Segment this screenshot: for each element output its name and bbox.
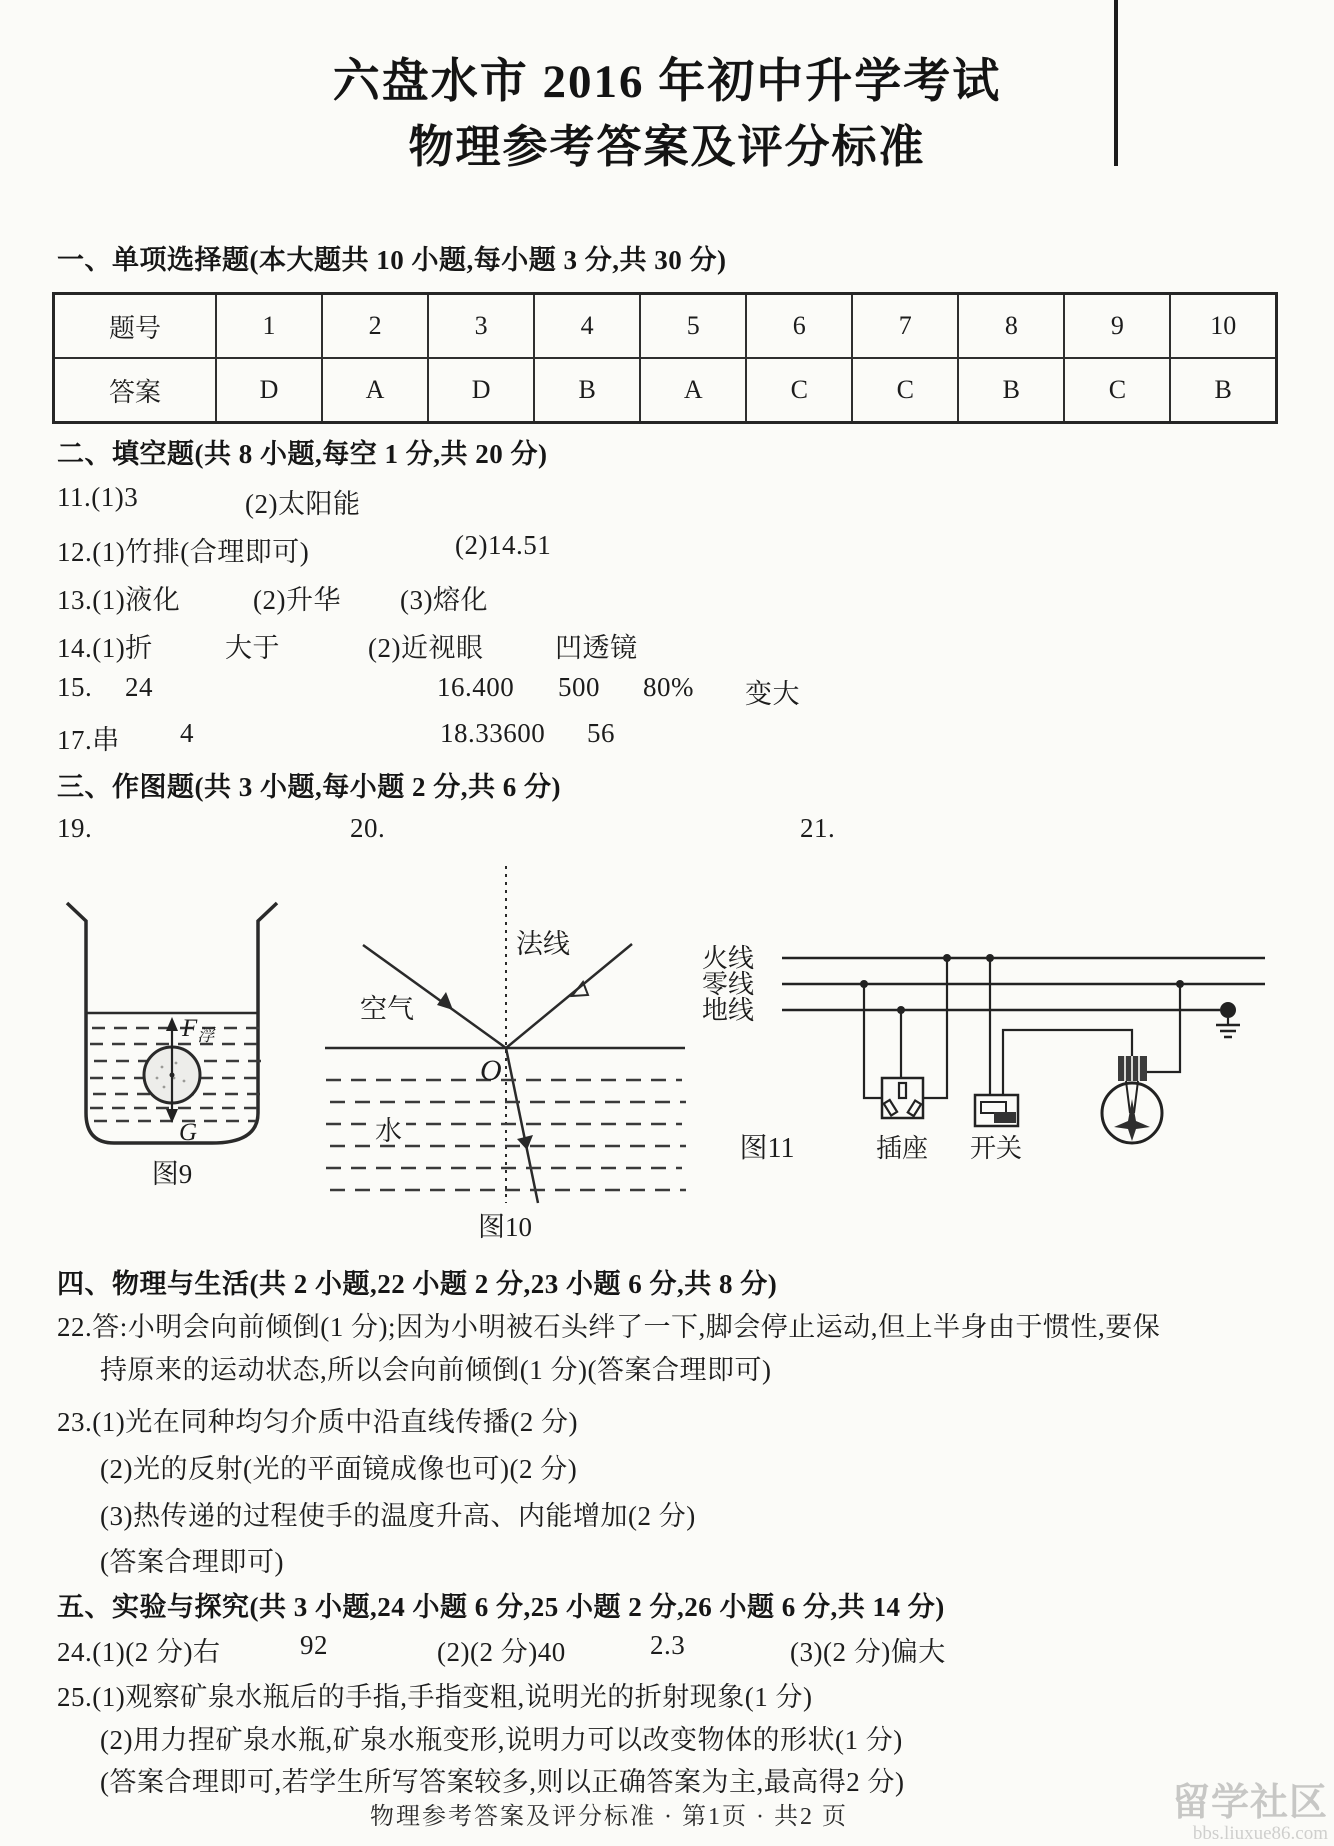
section2-heading: 二、填空题(共 8 小题,每空 1 分,共 20 分)	[57, 439, 548, 469]
section5-heading: 五、实验与探究(共 3 小题,24 小题 6 分,25 小题 2 分,26 小题 6 分,共 14 分)	[57, 1592, 945, 1622]
answer-segment: 18.33600	[440, 718, 546, 748]
answer-q22-line2	[0, 1348, 1334, 1386]
answer-text: (答案合理即可)	[100, 1547, 284, 1577]
answer-cell: B	[534, 358, 640, 423]
live-wire-label: 火线	[702, 944, 755, 973]
refracted-ray	[506, 1048, 538, 1203]
question-no-cell: 5	[640, 294, 746, 359]
row-header-answer: 答案	[54, 358, 217, 423]
answer-text: 23.(1)光在同种均匀介质中沿直线传播(2 分)	[57, 1407, 578, 1437]
answer-segment: 15.	[57, 672, 93, 702]
question-no-cell: 7	[852, 294, 958, 359]
answer-text: 22.答:小明会向前倾倒(1 分);因为小明被石头绊了一下,脚会停止运动,但上半身由于惯性,要保	[57, 1312, 1161, 1342]
fill-answer-q15-q16	[0, 672, 1334, 710]
answer-q22-line1	[0, 1305, 1334, 1343]
question-no-cell: 3	[428, 294, 534, 359]
answer-segment: (2)(2 分)40	[437, 1637, 566, 1667]
answer-segment: 大于	[225, 633, 280, 663]
figure9-beaker-diagram	[52, 895, 297, 1200]
answer-segment: 11.(1)3	[57, 482, 139, 512]
watermark-site-text: bbs.liuxue86.com	[1192, 1823, 1328, 1845]
origin-label: O	[480, 1054, 502, 1087]
answer-segment: 80%	[643, 672, 694, 702]
figure10-caption: 图10	[478, 1212, 532, 1242]
answer-cell: B	[958, 358, 1064, 423]
switch-lever	[981, 1102, 1006, 1113]
socket-slots	[884, 1083, 921, 1116]
fill-answer-q12	[0, 530, 1334, 568]
page-footer: 物理参考答案及评分标准 · 第1页 · 共2 页	[370, 1804, 848, 1830]
answer-cell: A	[322, 358, 428, 423]
answer-segment: 500	[558, 672, 600, 702]
question-number-19: 19.	[57, 813, 93, 843]
answer-segment: 24.(1)(2 分)右	[57, 1637, 221, 1667]
watermark-logo-text: 留学社区	[1171, 1782, 1328, 1825]
answer-q23-part1	[0, 1400, 1334, 1438]
earth-ground-symbol	[1216, 1002, 1240, 1037]
answer-text: (2)光的反射(光的平面镜成像也可)(2 分)	[100, 1454, 578, 1484]
light-bulb	[1102, 1056, 1162, 1143]
answer-cell: C	[852, 358, 958, 423]
question-no-cell: 9	[1064, 294, 1170, 359]
drawing-question-numbers	[0, 813, 1334, 851]
answer-segment: 17.串	[57, 725, 120, 755]
multiple-choice-answer-table	[52, 292, 1278, 424]
answer-q23-part3	[0, 1494, 1334, 1532]
answer-segment: 24	[125, 672, 153, 702]
answer-segment: 16.400	[437, 672, 515, 702]
fill-answer-q13	[0, 578, 1334, 616]
answer-text: 25.(1)观察矿泉水瓶后的手指,手指变粗,说明光的折射现象(1 分)	[57, 1682, 813, 1712]
neutral-to-bulb-wire	[1147, 984, 1180, 1072]
answer-text: (答案合理即可,若学生所写答案较多,则以正确答案为主,最高得2 分)	[100, 1767, 905, 1797]
fill-answer-q17-q18	[0, 718, 1334, 756]
answer-segment: 13.(1)液化	[57, 585, 181, 615]
answer-segment: 14.(1)折	[57, 633, 153, 663]
reflected-ray	[506, 944, 632, 1048]
figure9-caption: 图9	[151, 1159, 193, 1189]
question-no-cell: 6	[746, 294, 852, 359]
answer-segment: (2)14.51	[455, 530, 552, 560]
buoyancy-force-label: $F_浮$	[182, 1015, 215, 1045]
question-no-cell: 2	[322, 294, 428, 359]
water-label: 水	[375, 1116, 402, 1146]
answer-cell: C	[746, 358, 852, 423]
answer-text: 持原来的运动状态,所以会向前倾倒(1 分)(答案合理即可)	[100, 1355, 772, 1385]
neutral-wire-label: 零线	[702, 970, 755, 999]
supply-wires	[782, 958, 1265, 1010]
answer-q25-part1	[0, 1675, 1334, 1713]
answer-q25-note	[0, 1760, 1334, 1798]
watermark	[1172, 1784, 1328, 1844]
answer-segment: 92	[300, 1630, 328, 1660]
socket-label: 插座	[875, 1134, 929, 1163]
answer-cell: B	[1170, 358, 1276, 423]
answer-q25-part2	[0, 1718, 1334, 1756]
question-no-cell: 10	[1170, 294, 1276, 359]
page-title-line1: 六盘水市 2016 年初中升学考试	[332, 56, 1002, 108]
answer-cell: A	[640, 358, 746, 423]
answer-segment: 变大	[745, 679, 800, 709]
figure11-circuit-diagram	[620, 935, 1334, 1180]
question-no-cell: 8	[958, 294, 1064, 359]
answer-cell: C	[1064, 358, 1170, 423]
answer-segment: 2.3	[650, 1630, 686, 1660]
question-number-20: 20.	[350, 813, 386, 843]
answer-segment: 4	[180, 718, 194, 748]
question-no-cell: 1	[216, 294, 322, 359]
section1-heading: 一、单项选择题(本大题共 10 小题,每小题 3 分,共 30 分)	[57, 245, 727, 275]
air-label: 空气	[360, 994, 414, 1024]
question-number-21: 21.	[800, 813, 836, 843]
answer-segment: (2)太阳能	[245, 489, 361, 519]
answer-segment: (3)熔化	[400, 585, 488, 615]
answer-segment: 12.(1)竹排(合理即可)	[57, 537, 310, 567]
section3-heading: 三、作图题(共 3 小题,每小题 2 分,共 6 分)	[57, 772, 561, 802]
fill-answer-q11	[0, 482, 1334, 520]
switch-contact	[994, 1112, 1016, 1123]
table-row-question-numbers	[54, 294, 1277, 359]
row-header-question-no: 题号	[54, 294, 217, 359]
switch-label: 开关	[969, 1134, 1023, 1163]
answer-segment: (3)(2 分)偏大	[790, 1637, 946, 1667]
figure11-caption: 图11	[739, 1133, 795, 1164]
answer-q23-note	[0, 1540, 1334, 1578]
question-no-cell: 4	[534, 294, 640, 359]
answer-segment: (2)升华	[253, 585, 341, 615]
answer-cell: D	[216, 358, 322, 423]
fill-answer-q14	[0, 626, 1334, 664]
normal-label: 法线	[516, 929, 570, 959]
ground-wire-label: 地线	[702, 996, 755, 1025]
gravity-force-label: G	[179, 1119, 198, 1146]
answer-text: (2)用力捏矿泉水瓶,矿泉水瓶变形,说明力可以改变物体的形状(1 分)	[100, 1725, 903, 1755]
answer-segment: (2)近视眼	[368, 633, 484, 663]
answer-q24	[0, 1630, 1334, 1668]
answer-cell: D	[428, 358, 534, 423]
answer-segment: 凹透镜	[555, 633, 638, 663]
page-title-line2: 物理参考答案及评分标准	[408, 122, 926, 172]
answer-segment: 56	[587, 718, 615, 748]
section4-heading: 四、物理与生活(共 2 小题,22 小题 2 分,23 小题 6 分,共 8 分)	[57, 1269, 778, 1299]
switch-to-bulb-wire	[1003, 1030, 1132, 1095]
answer-q23-part2	[0, 1447, 1334, 1485]
answer-text: (3)热传递的过程使手的温度升高、内能增加(2 分)	[100, 1501, 696, 1531]
table-row-answers	[54, 358, 1277, 423]
